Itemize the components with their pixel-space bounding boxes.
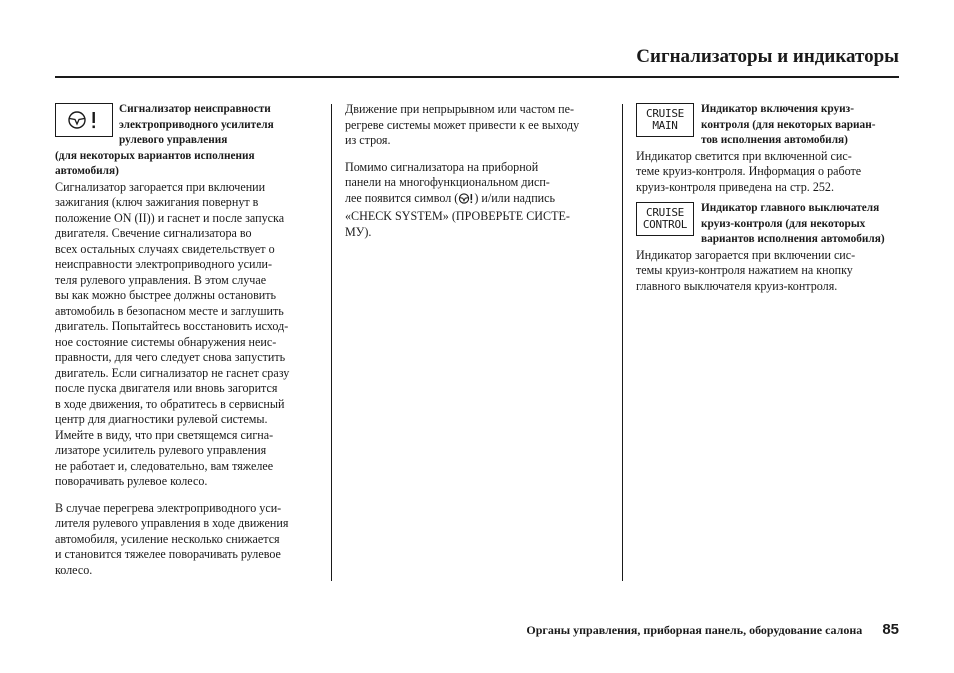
page-number: 85 [882,621,899,638]
eps-warning-variant-note: (для некоторых вариантов исполнения автомобиля) [55,149,255,177]
footer-section-title: Органы управления, приборная панель, оборудование салона [526,623,863,637]
eps-warning-paragraph-2: В случае перегрева электроприводного уси- лителя рулевого управления в ходе движения автомобиля, усиление несколько снижается и становится тяжелее поворачивать рулевое колесо. [55,500,289,577]
cruise-control-header [636,201,899,248]
eps-warning-heading: Сигнализатор неисправности электроприводного усилителя рулевого управления [119,103,274,146]
steering-warning-icon [55,103,113,137]
column-cruise [636,102,899,294]
column-overheat [345,102,609,240]
cruise-control-body: Индикатор загорается при включении сис- темы круиз-контроля нажатием на кнопку главного выключателя круиз-контроля. [636,247,856,293]
page-footer [526,621,899,638]
title-rule [55,76,899,78]
cruise-control-icon: CRUISE CONTROL [636,202,694,236]
cruise-main-heading: Индикатор включения круиз- контроля (для некоторых вариан- тов исполнения автомобиля) [701,103,876,146]
eps-warning-paragraph-1: Сигнализатор загорается при включении зажигания (ключ зажигания повернут в положение ON (II)) и гаснет и после запуска двигателя. Свечение сигнализатора во всех остальных случаях свидетельствует о неисправности электроприводного усили- теля рулевого управления. В этом случае вы как можно быстрее должны остановить автомобиль в безопасном месте и заглушить двигатель. Попытайтесь восстановить исход- ное состояние системы обнаружения неис- правности, для чего следует снова запустить двигатель. Если сигнализатор не гаснет сразу после пуска двигателя или вновь загорится в ходе движения, то обратитесь в сервисный центр для диагностики рулевой системы. Имейте в виду, что при светящемся сигна- лизаторе усилитель рулевого управления не работает и, следовательно, вам тяжелее поворачивать рулевое колесо. [55,179,290,488]
page-title: Сигнализаторы и индикаторы [636,46,899,67]
cruise-main-header [636,102,899,149]
cruise-main-icon: CRUISE MAIN [636,103,694,137]
overheat-paragraph: Движение при непрырывном или частом пе- регреве системы может привести к ее выходу из строя. [345,102,580,147]
cruise-control-heading: Индикатор главного выключателя круиз-контроля (для некоторых вариантов исполнения автомобиля) [701,202,885,245]
multi-display-paragraph: Помимо сигнализатора на приборной панели на многофункциональном дисп- лее появится символ ( ) и/или надпись «CHECK SYSTEM» (ПРОВЕРЬТЕ СИСТЕ- МУ). [345,159,570,239]
cruise-main-body: Индикатор светится при включенной сис- теме круиз-контроля. Информация о работе круиз-контроля приведена на стр. 252. [636,148,862,194]
column-divider-left [331,104,332,581]
eps-warning-header [55,102,319,149]
column-divider-right [622,104,623,581]
steering-warning-symbol-icon [458,192,474,210]
column-eps-warning [55,102,319,578]
